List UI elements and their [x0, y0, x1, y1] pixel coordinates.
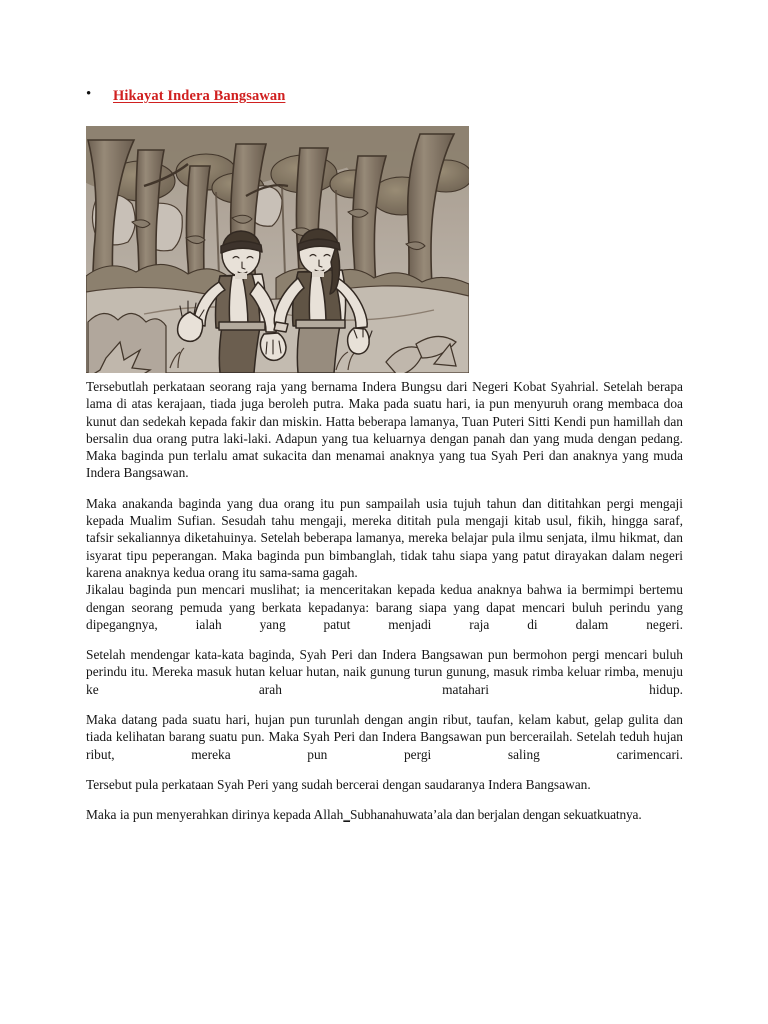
paragraph-7-underscore: _ [343, 807, 351, 823]
heading-bullet-row [86, 88, 686, 105]
article-body [86, 378, 683, 824]
forest-illustration-graphic [86, 126, 469, 373]
paragraph-3: Jikalau baginda pun mencari muslihat; ia menceritakan kepada kedua anaknya bahwa ia bermimpi bertemu dengan seorang pemuda yang berkata kepadanya: barang siapa yang dapat mencari buluh perindu yang dipegangnya, ialah yang patut menjadi raja di dalam negeri. [86, 582, 683, 632]
paragraph-7-text-lead: Maka ia pun menyerahkan dirinya kepada Allah [86, 807, 344, 823]
page-title: Hikayat Indera Bangsawan [113, 88, 286, 104]
paragraph-7-text-tail: Subhanahuwata’ala dan berjalan dengan sekuatkuatnya. [350, 807, 642, 823]
paragraph-6: Tersebut pula perkataan Syah Peri yang sudah bercerai dengan saudaranya Indera Bangsawan. [86, 776, 591, 792]
paragraph-7 [86, 806, 683, 823]
paragraph-5: Maka datang pada suatu hari, hujan pun turunlah dengan angin ribut, taufan, kelam kabut, gelap gulita dan tiada kelihatan barang suatu pun. Maka Syah Peri dan Indera Bangsawan pun bercerailah. Setelah teduh hujan ribut, mereka pun pergi saling carimencari. [86, 712, 683, 762]
paragraph-2: Maka anakanda baginda yang dua orang itu pun sampailah usia tujuh tahun dan dititahkan pergi mengaji kepada Mualim Sufian. Sesudah tahu mengaji, mereka dititah pula mengaji kitab usul, fikih, hingga saraf, tafsir sekaliannya diketahuinya. Setelah beberapa lamanya, mereka belajar pula ilmu senjata, ilmu hikmat, dan isyarat tipu peperangan. Maka baginda pun bimbanglah, tidak tahu siapa yang patut dirayakan dalam negeri karena anaknya kedua orang itu sama-sama gagah. [86, 495, 683, 580]
bullet-marker [86, 87, 113, 102]
forest-illustration [86, 126, 469, 373]
paragraph-4: Setelah mendengar kata-kata baginda, Syah Peri dan Indera Bangsawan pun bermohon pergi mencari buluh perindu itu. Mereka masuk hutan keluar hutan, naik gunung turun gunung, masuk rimba keluar rimba, menuju ke arah matahari hidup. [86, 647, 683, 697]
paragraph-1: Tersebutlah perkataan seorang raja yang bernama Indera Bungsu dari Negeri Kobat Syahrial. Setelah berapa lama di atas kerajaan, tiada juga beroleh putra. Maka pada suatu hari, ia pun menyuruh orang membaca doa kunut dan sedekah kepada fakir dan miskin. Hatta beberapa lamanya, Tuan Puteri Sitti Kendi pun hamillah dan bersalin dua orang putra laki-laki. Adapun yang tua keluarnya dengan panah dan yang muda dengan pedang. Maka baginda pun terlalu amat sukacita dan menamai anaknya yang tua Syah Peri dan anaknya yang muda Indera Bangsawan. [86, 379, 683, 481]
